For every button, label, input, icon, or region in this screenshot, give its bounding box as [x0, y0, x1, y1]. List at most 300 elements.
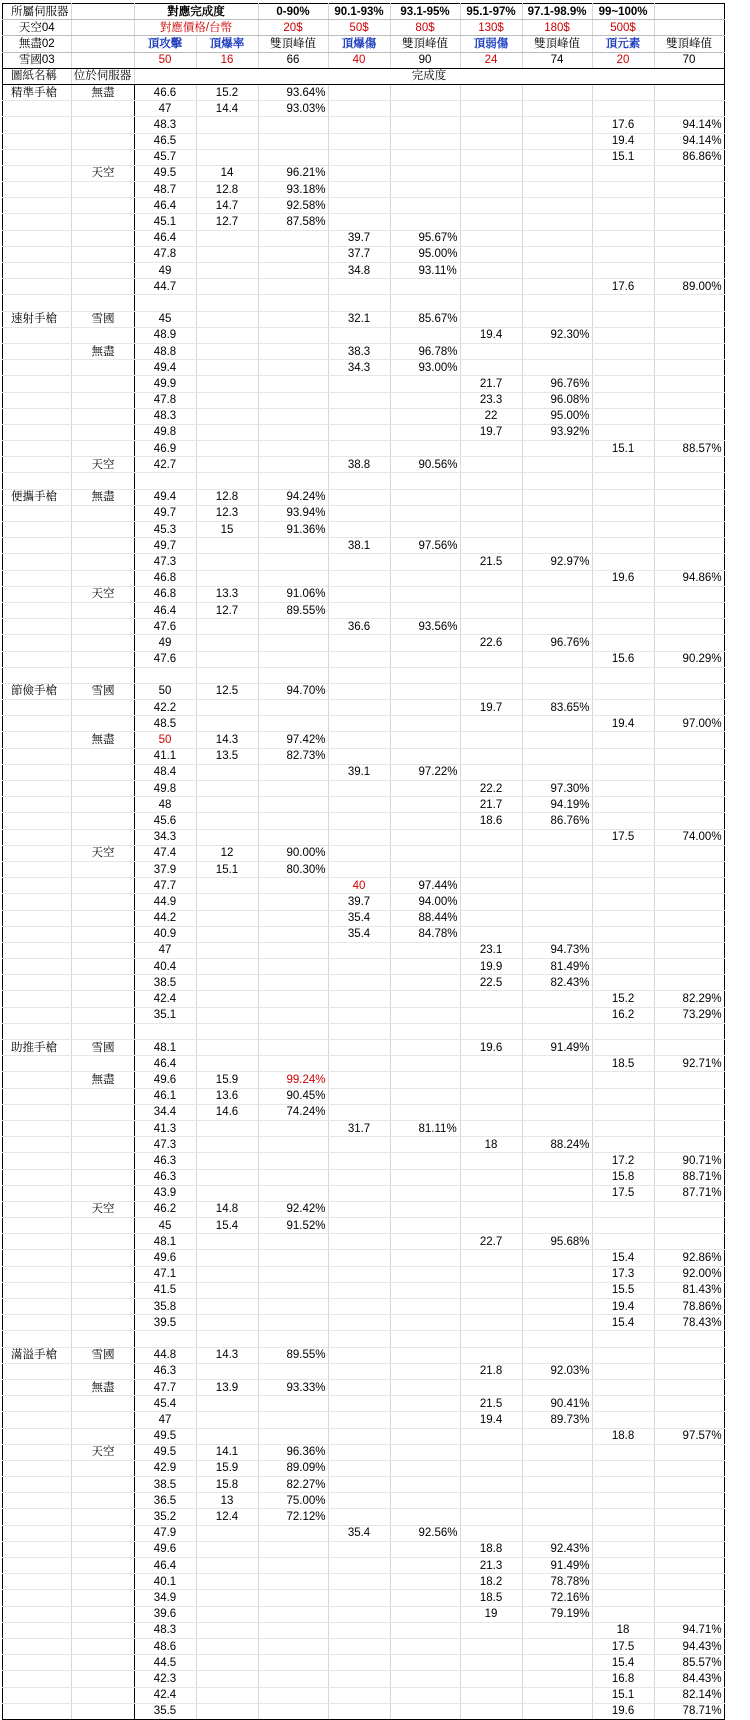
price-5: 180$ [522, 20, 592, 36]
blueprint-name [3, 570, 72, 586]
blueprint-name [3, 1185, 72, 1201]
cell-value [522, 101, 592, 117]
cell-value [196, 619, 258, 635]
cell-value [460, 117, 522, 133]
cell-value: 49 [134, 263, 196, 279]
cell-value [460, 263, 522, 279]
cell-value [522, 1331, 592, 1347]
cell-value [328, 101, 390, 117]
table-row [3, 1655, 725, 1671]
cell-value [196, 230, 258, 246]
cell-value [654, 1023, 724, 1039]
cell-value [196, 1590, 258, 1606]
cell-value: 18.6 [460, 813, 522, 829]
cell-value: 87.71% [654, 1185, 724, 1201]
cell-value: 42.3 [134, 1671, 196, 1687]
table-row [3, 311, 725, 327]
cell-value [460, 926, 522, 942]
cell-value [522, 84, 592, 100]
cell-value [390, 295, 460, 311]
cell-value [592, 376, 654, 392]
cell-value [592, 926, 654, 942]
cell-value: 93.56% [390, 619, 460, 635]
server-name: 天空 [71, 586, 134, 602]
cell-value [328, 1493, 390, 1509]
cell-value [460, 1153, 522, 1169]
cell-value [390, 845, 460, 861]
cell-value [390, 1137, 460, 1153]
cell-value: 48.1 [134, 1234, 196, 1250]
cell-value [460, 214, 522, 230]
cell-value: 97.22% [390, 764, 460, 780]
server-name [71, 198, 134, 214]
blueprint-name [3, 1379, 72, 1395]
cell-value [258, 1169, 328, 1185]
cell-value: 90.41% [522, 1396, 592, 1412]
blueprint-name [3, 700, 72, 716]
cell-value [522, 667, 592, 683]
cell-value [258, 1541, 328, 1557]
blueprint-name [3, 845, 72, 861]
cell-value [522, 1671, 592, 1687]
blueprint-name [3, 1396, 72, 1412]
blueprint-name [3, 1056, 72, 1072]
cell-value [390, 1040, 460, 1056]
server-name [71, 505, 134, 521]
cell-value: 15.9 [196, 1072, 258, 1088]
server-name: 無盡 [71, 489, 134, 505]
cell-value [592, 1509, 654, 1525]
cell-value [328, 942, 390, 958]
cell-value [196, 1558, 258, 1574]
server-name: 雪國 [71, 311, 134, 327]
server-name [71, 894, 134, 910]
cell-value [460, 910, 522, 926]
cell-value: 90.56% [390, 457, 460, 473]
cell-value [592, 230, 654, 246]
cell-value [196, 894, 258, 910]
cell-value [592, 683, 654, 699]
table-row [3, 1606, 725, 1622]
table-row [3, 1558, 725, 1574]
server-name [71, 1315, 134, 1331]
cell-value [328, 1687, 390, 1703]
cell-value [654, 683, 724, 699]
cell-value [654, 1363, 724, 1379]
cell-value [592, 942, 654, 958]
cell-value: 48.3 [134, 408, 196, 424]
cell-value [522, 1153, 592, 1169]
table-row [3, 700, 725, 716]
table-row [3, 570, 725, 586]
data-body [3, 84, 725, 1719]
cell-value: 86.86% [654, 149, 724, 165]
cell-value [196, 716, 258, 732]
table-row [3, 1104, 725, 1120]
cell-value [654, 1088, 724, 1104]
cell-value [592, 311, 654, 327]
cell-value [390, 214, 460, 230]
cell-value [460, 133, 522, 149]
cell-value: 14 [196, 165, 258, 181]
cell-value [390, 1477, 460, 1493]
cell-value [196, 1671, 258, 1687]
cell-value: 15.1 [592, 441, 654, 457]
cell-value [592, 198, 654, 214]
max-crit-dmg: 40 [328, 52, 390, 68]
cell-value [592, 1525, 654, 1541]
cell-value [390, 505, 460, 521]
cell-value [328, 198, 390, 214]
table-row [3, 457, 725, 473]
cell-value [654, 489, 724, 505]
cell-value [196, 1412, 258, 1428]
cell-value [328, 1250, 390, 1266]
cell-value [258, 473, 328, 489]
blueprint-name [3, 1331, 72, 1347]
cell-value [390, 683, 460, 699]
blueprint-name [3, 1234, 72, 1250]
cell-value [328, 1671, 390, 1687]
blueprint-name [3, 295, 72, 311]
cell-value [390, 732, 460, 748]
table-row [3, 635, 725, 651]
cell-value [196, 343, 258, 359]
cell-value [460, 505, 522, 521]
server-name [71, 392, 134, 408]
cell-value [592, 635, 654, 651]
cell-value [654, 813, 724, 829]
cell-value [196, 424, 258, 440]
cell-value [460, 1655, 522, 1671]
cell-value [390, 1558, 460, 1574]
cell-value [592, 586, 654, 602]
cell-value: 46.4 [134, 1558, 196, 1574]
table-row [3, 246, 725, 262]
server-name [71, 1088, 134, 1104]
cell-value [196, 781, 258, 797]
cell-value [390, 554, 460, 570]
cell-value: 93.11% [390, 263, 460, 279]
cell-value: 46.8 [134, 570, 196, 586]
cell-value [196, 1153, 258, 1169]
cell-value [390, 635, 460, 651]
cell-value: 40 [328, 878, 390, 894]
table-row [3, 1379, 725, 1395]
cell-value [328, 570, 390, 586]
cell-value: 34.3 [328, 360, 390, 376]
cell-value [390, 1671, 460, 1687]
server-name [71, 117, 134, 133]
blueprint-name [3, 505, 72, 521]
cell-value [328, 279, 390, 295]
cell-value [390, 716, 460, 732]
server-name [71, 1574, 134, 1590]
cell-value [196, 651, 258, 667]
cell-value [328, 700, 390, 716]
cell-value [654, 84, 724, 100]
cell-value [522, 538, 592, 554]
cell-value [390, 1169, 460, 1185]
header-row-3 [3, 36, 725, 52]
cell-value [522, 991, 592, 1007]
cell-value [258, 1007, 328, 1023]
cell-value [328, 1590, 390, 1606]
blueprint-name [3, 1509, 72, 1525]
blueprint-name [3, 522, 72, 538]
cell-value [522, 1477, 592, 1493]
cell-value [258, 1315, 328, 1331]
cell-value [390, 748, 460, 764]
table-row [3, 926, 725, 942]
cell-value [258, 797, 328, 813]
cell-value: 12 [196, 845, 258, 861]
cell-value [328, 1104, 390, 1120]
cell-value [654, 1347, 724, 1363]
server-name [71, 1412, 134, 1428]
cell-value: 13.3 [196, 586, 258, 602]
cell-value [460, 829, 522, 845]
table-row [3, 1541, 725, 1557]
cell-value: 35.8 [134, 1299, 196, 1315]
cell-value [460, 457, 522, 473]
cell-value [522, 1687, 592, 1703]
cell-value [328, 408, 390, 424]
cell-value: 42.4 [134, 991, 196, 1007]
cell-value: 41.1 [134, 748, 196, 764]
cell-value [258, 1266, 328, 1282]
blueprint-name: 助推手槍 [3, 1040, 72, 1056]
cell-value: 82.14% [654, 1687, 724, 1703]
cell-value: 22.2 [460, 781, 522, 797]
cell-value: 95.00% [390, 246, 460, 262]
cell-value: 97.44% [390, 878, 460, 894]
cell-value [592, 1040, 654, 1056]
cell-value [390, 781, 460, 797]
cell-value [592, 1541, 654, 1557]
cell-value [654, 1493, 724, 1509]
server-name [71, 1120, 134, 1136]
table-row [3, 1412, 725, 1428]
cell-value [390, 1007, 460, 1023]
cell-value [196, 408, 258, 424]
cell-value: 96.21% [258, 165, 328, 181]
server-name [71, 910, 134, 926]
cell-value [522, 117, 592, 133]
cell-value [522, 165, 592, 181]
cell-value [522, 441, 592, 457]
cell-value [328, 376, 390, 392]
cell-value [592, 700, 654, 716]
cell-value [390, 522, 460, 538]
blueprint-name [3, 910, 72, 926]
cell-value: 92.03% [522, 1363, 592, 1379]
cell-value: 13.9 [196, 1379, 258, 1395]
cell-value [258, 554, 328, 570]
cell-value: 39.6 [134, 1606, 196, 1622]
cell-value: 18.5 [592, 1056, 654, 1072]
cell-value: 19.4 [592, 716, 654, 732]
cell-value [654, 1137, 724, 1153]
cell-value: 44.7 [134, 279, 196, 295]
cell-value [258, 1137, 328, 1153]
table-row [3, 408, 725, 424]
cell-value [258, 910, 328, 926]
cell-value: 40.1 [134, 1574, 196, 1590]
cell-value [196, 1266, 258, 1282]
blueprint-name [3, 991, 72, 1007]
table-row [3, 959, 725, 975]
cell-value [460, 1056, 522, 1072]
cell-value [390, 489, 460, 505]
cell-value [258, 441, 328, 457]
cell-value [522, 1525, 592, 1541]
header-located-server: 位於伺服器 [71, 68, 134, 84]
cell-value [460, 1460, 522, 1476]
blueprint-name [3, 959, 72, 975]
header-blank [71, 4, 134, 20]
server-name [71, 376, 134, 392]
cell-value [328, 295, 390, 311]
cell-value [328, 1347, 390, 1363]
cell-value: 86.76% [522, 813, 592, 829]
blueprint-name [3, 1477, 72, 1493]
cell-value [460, 101, 522, 117]
server-name [71, 263, 134, 279]
cell-value [460, 732, 522, 748]
cell-value [592, 424, 654, 440]
cell-value [522, 619, 592, 635]
server-name: 無盡 [71, 732, 134, 748]
cell-value: 82.27% [258, 1477, 328, 1493]
blueprint-name [3, 586, 72, 602]
server-name [71, 1218, 134, 1234]
cell-value [390, 1460, 460, 1476]
cell-value [522, 845, 592, 861]
cell-value: 48.3 [134, 1622, 196, 1638]
cell-value [134, 295, 196, 311]
cell-value [522, 1509, 592, 1525]
max-peak-3: 74 [522, 52, 592, 68]
cell-value [460, 441, 522, 457]
cell-value [460, 198, 522, 214]
cell-value [522, 1460, 592, 1476]
cell-value [592, 1104, 654, 1120]
server-name [71, 975, 134, 991]
cell-value [390, 1687, 460, 1703]
blueprint-name [3, 1299, 72, 1315]
cell-value [592, 473, 654, 489]
cell-value [328, 1056, 390, 1072]
cell-value [592, 84, 654, 100]
cell-value [654, 263, 724, 279]
table-row [3, 667, 725, 683]
cell-value: 75.00% [258, 1493, 328, 1509]
cell-value [522, 1703, 592, 1719]
cell-value: 19.4 [592, 133, 654, 149]
cell-value: 15.8 [196, 1477, 258, 1493]
server-name: 雪國 [71, 1347, 134, 1363]
cell-value [522, 861, 592, 877]
max-peak-4: 70 [654, 52, 724, 68]
cell-value [258, 959, 328, 975]
blueprint-name [3, 230, 72, 246]
cell-value [654, 732, 724, 748]
cell-value: 47.8 [134, 246, 196, 262]
server-name [71, 1590, 134, 1606]
cell-value [460, 230, 522, 246]
price-note: 對應價格/台幣 [134, 20, 258, 36]
cell-value [390, 829, 460, 845]
cell-value: 19.4 [592, 1299, 654, 1315]
cell-value [592, 538, 654, 554]
cell-value [258, 279, 328, 295]
cell-value [328, 182, 390, 198]
table-row [3, 1023, 725, 1039]
cell-value: 97.42% [258, 732, 328, 748]
cell-value [654, 408, 724, 424]
cell-value [390, 813, 460, 829]
cell-value [258, 1590, 328, 1606]
table-row [3, 117, 725, 133]
cell-value [654, 1558, 724, 1574]
cell-value: 47.4 [134, 845, 196, 861]
blueprint-name [3, 376, 72, 392]
cell-value [654, 878, 724, 894]
blueprint-name [3, 1363, 72, 1379]
cell-value [196, 279, 258, 295]
cell-value [196, 327, 258, 343]
cell-value [654, 424, 724, 440]
cell-value: 93.92% [522, 424, 592, 440]
cell-value [328, 1655, 390, 1671]
cell-value [654, 748, 724, 764]
cell-value [460, 619, 522, 635]
cell-value: 97.30% [522, 781, 592, 797]
cell-value [522, 522, 592, 538]
table-row [3, 1509, 725, 1525]
header-blueprint-name: 圖紙名稱 [3, 68, 72, 84]
cell-value [592, 878, 654, 894]
cell-value [390, 570, 460, 586]
blueprint-name [3, 441, 72, 457]
cell-value: 32.1 [328, 311, 390, 327]
cell-value [592, 861, 654, 877]
cell-value: 22 [460, 408, 522, 424]
cell-value: 49.6 [134, 1541, 196, 1557]
blueprint-name [3, 619, 72, 635]
cell-value [258, 376, 328, 392]
cell-value [460, 667, 522, 683]
cell-value: 95.00% [522, 408, 592, 424]
cell-value [258, 424, 328, 440]
cell-value [196, 392, 258, 408]
table-row [3, 441, 725, 457]
cell-value [196, 570, 258, 586]
cell-value: 92.43% [522, 1541, 592, 1557]
cell-value [390, 1655, 460, 1671]
server-name: 無盡 [71, 343, 134, 359]
cell-value [258, 1396, 328, 1412]
cell-value [328, 165, 390, 181]
cell-value [258, 1023, 328, 1039]
cell-value [196, 926, 258, 942]
cell-value [654, 1509, 724, 1525]
cell-value: 40.9 [134, 926, 196, 942]
blueprint-name [3, 1558, 72, 1574]
server-name: 天空 [71, 845, 134, 861]
cell-value [196, 554, 258, 570]
